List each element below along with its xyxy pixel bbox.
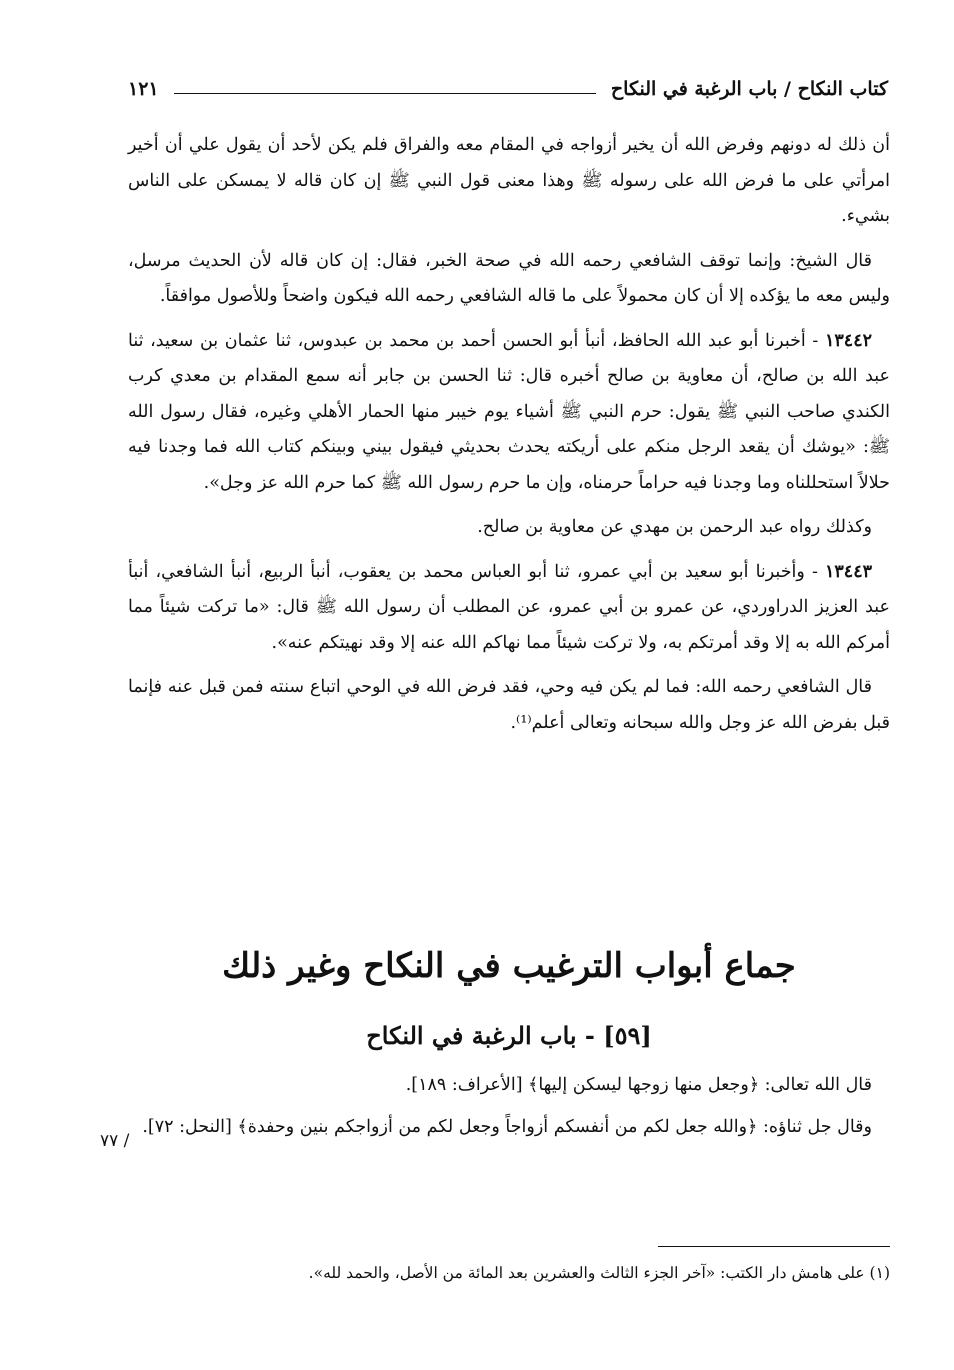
section-heading: جماع أبواب الترغيب في النكاح وغير ذلك — [222, 946, 796, 986]
hadith-text: - أخبرنا أبو عبد الله الحافظ، أنبأ أبو الحسن أحمد بن محمد بن عبدوس، ثنا عثمان بن سعيد، ثنا عبد الله بن صالح، أن معاوية بن صالح أخبره قال: ثنا الحسن بن جابر أنه سمع المقدام بن معدي كرب الكندي صاحب النبي ﷺ يقول: حرم النبي ﷺ أشياء يوم خيبر منها الحمار الأهلي وغيره، فقال رسول الله ﷺ: «يوشك أن يقعد الرجل منكم على أريكته يحدث بحديثي فيقول بيني وبينكم كتاب الله فما وجدنا فيه حلالاً استحللناه وما وجدنا فيه حراماً حرمناه، وإن ما حرم رسول الله ﷺ كما حرم الله عز وجل». — [128, 330, 890, 493]
quran-verse-araf: قال الله تعالى: ﴿وجعل منها زوجها ليسكن إليها﴾ [الأعراف: ١٨٩]. — [405, 1075, 872, 1095]
hadith-number: ١٣٤٤٢ — [825, 330, 872, 351]
hadith-number: ١٣٤٤٣ — [825, 561, 872, 582]
hadith-13442 — [128, 324, 890, 502]
quran-verse-nahl: وقال جل ثناؤه: ﴿والله جعل لكم من أنفسكم أزواجاً وجعل لكم من أزواجكم بنين وحفدة﴾ [النحل: ٧٢]. — [142, 1116, 872, 1137]
paragraph-sheikh-comment: قال الشيخ: وإنما توقف الشافعي رحمه الله في صحة الخبر، فقال: إن كان قاله لأن الحديث مرسل، وليس معه ما يؤكده إلا أن كان محمولاً على ما قاله الشافعي رحمه الله فيكون واضحاً وللأصول موافقاً. — [128, 250, 890, 306]
footnote: (١) على هامش دار الكتب: «آخر الجزء الثالث والعشرين بعد المائة من الأصل، والحمد لله». — [308, 1264, 890, 1282]
chapter-text — [128, 1068, 890, 1151]
hadith-13443 — [128, 555, 890, 662]
footnote-rule — [658, 1246, 890, 1247]
paragraph-continuation: أن ذلك له دونهم وفرض الله أن يخير أزواجه في المقام معه والفراق فلم يكن لأحد أن يقول علي أن أخير امرأتي على ما فرض الله على رسوله ﷺ وهذا معنى قول النبي ﷺ إن كان قاله لا يمسكن على الناس بشيء. — [128, 135, 890, 226]
hadith-text: - وأخبرنا أبو سعيد بن أبي عمرو، ثنا أبو العباس محمد بن يعقوب، أنبأ الربيع، أنبأ الشافعي، أنبأ عبد العزيز الدراوردي، عن عمرو بن أبي عمرو، عن المطلب أن رسول الله ﷺ قال: «ما تركت شيئاً مما أمركم الله به إلا وقد أمرتكم به، ولا تركت شيئاً مما نهاكم الله عنه إلا وقد نهيتكم عنه». — [128, 561, 890, 653]
body-text — [128, 128, 890, 750]
running-title: كتاب النكاح / باب الرغبة في النكاح — [610, 78, 888, 100]
page-header — [128, 74, 888, 104]
paragraph-narration-note: وكذلك رواه عبد الرحمن بن مهدي عن معاوية بن صالح. — [477, 517, 872, 537]
chapter-heading: [٥٩] - باب الرغبة في النكاح — [366, 1021, 652, 1050]
manuscript-folio-marker: ٧٧ / — [100, 1131, 130, 1151]
paragraph-shafii-comment: قال الشافعي رحمه الله: فما لم يكن فيه وحي، فقد فرض الله في الوحي اتباع سنته فمن قبل عنه فإنما قبل بفرض الله عز وجل والله سبحانه وتعالى أعلم⁽¹⁾. — [128, 677, 890, 733]
page-number: ١٢١ — [128, 78, 159, 100]
header-rule — [174, 93, 596, 94]
